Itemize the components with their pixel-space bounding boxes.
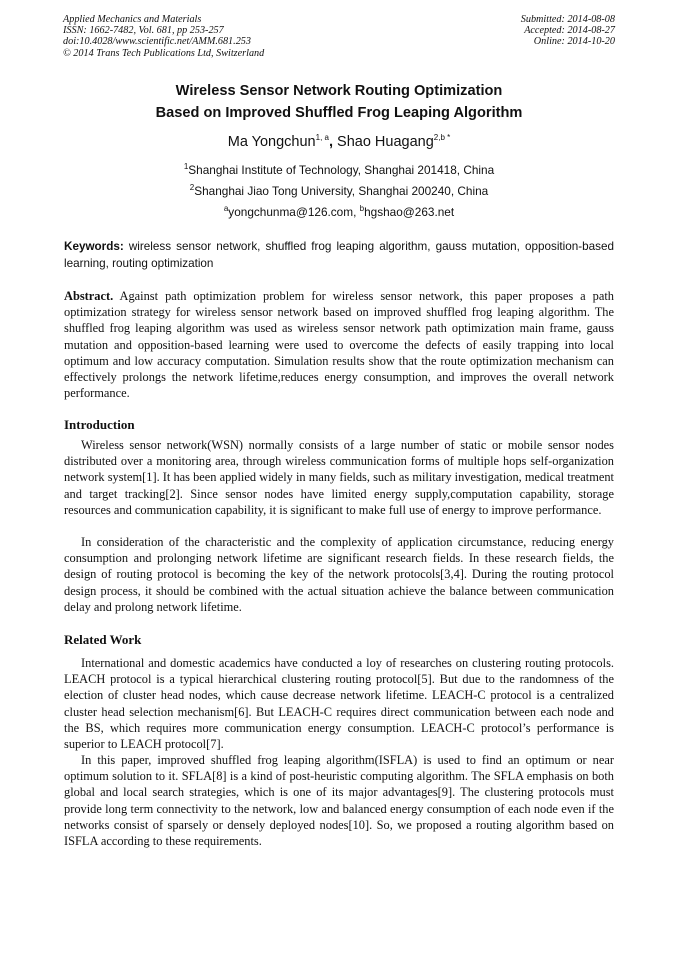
email-b-sup: b [359,204,365,214]
abstract-label: Abstract. [64,289,114,303]
author-1-name: Ma Yongchun [227,134,316,150]
affiliation-1 [0,163,678,177]
author-2-name: Shao Huagang [337,134,434,150]
author-separator: , [328,134,333,150]
paper-title [0,80,678,124]
keywords-label: Keywords: [64,240,124,253]
submitted-date: Submitted: 2014-08-08 [520,14,615,25]
introduction-paragraph-1: Wireless sensor network(WSN) normally consists of a large number of static or mobile sensor nodes distributed over a monitoring area, through wireless communication forms of multiple hops self-organization network system[1]. It has been applied widely in many fields, such as military investigation, medical treatment and target tracking[2]. Since sensor nodes have limited energy supply,computation capability, storage resources and communication capability, it is significant to make full use of energy to improve performance. [64,438,614,517]
author-2-sup: 2,b * [433,133,451,143]
author-1-sup: 1, a [315,133,329,143]
related-work-heading: Related Work [64,632,142,647]
affiliation-2 [0,184,678,198]
copyright-line: © 2014 Trans Tech Publications Ltd, Switzerland [63,47,265,59]
journal-header-right [521,14,615,48]
related-work-paragraph-1: International and domestic academics have conducted a loy of researches on clustering routing protocols. LEACH protocol is a typical hierarchical clustering routing protocol[5]. But due to the randomness of the election of cluster head nodes, which cause decrease network lifetime. LEACH-C protocol is a centralized cluster head selection mechanism[6]. But LEACH-C requires direct communication between each node and the BS, which requires more communication energy consumption. LEACH-C protocol’s performance is superior to LEACH protocol[7]. [64,656,614,752]
email-a-sup: a [223,204,229,214]
keywords-text: wireless sensor network, shuffled frog leaping algorithm, gauss mutation, opposition-based learning, routing optimization [64,240,614,270]
doi-line[interactable]: doi:10.4028/www.scientific.net/AMM.681.253 [63,36,251,48]
journal-header-left [63,14,264,59]
affiliation-2-text: Shanghai Jiao Tong University, Shanghai 200240, China [194,184,489,198]
abstract-text: Against path optimization problem for wireless sensor network, this paper proposes a path optimization strategy for wireless sensor network based on improved shuffled frog leaping algorithm. The shuffled frog leaping algorithm was used as wireless sensor network path optimization main frame, gauss mutation and opposition-based learning were used to overcome the defects of easily trapping into local optimum and low accuracy computation. Simulation results show that the route optimization mechanism can effectively prolongs the network lifetime,reduces energy consumption, and improves the overall network performance. [64,289,614,401]
related-work-paragraph-2: In this paper, improved shuffled frog leaping algorithm(ISFLA) is used to find an optimum or near optimum solution to it. SFLA[8] is a kind of post-heuristic computing algorithm. The SFLA emphasis on both global and local search strategies, which is one of its major advantages[9]. The clustering protocols must provide long term connectivity to the network, low and balanced energy consumption of each node even if the networks consist of sparsely or densely deployed nodes[10]. So, we proposed a routing algorithm based on ISFLA according to these requirements. [64,753,614,849]
abstract-block [64,288,614,401]
online-date: Online: 2014-10-20 [533,36,615,48]
journal-name: Applied Mechanics and Materials [63,14,202,25]
keywords-block [64,239,614,272]
email-line [0,205,678,219]
introduction-heading: Introduction [64,417,135,432]
affiliation-1-text: Shanghai Institute of Technology, Shanghai 201418, China [188,163,495,177]
email-b[interactable]: hgshao@263.net [364,205,455,219]
accepted-date: Accepted: 2014-08-27 [524,25,615,37]
title-line-2: Based on Improved Shuffled Frog Leaping Algorithm [155,105,523,121]
introduction-paragraph-2: In consideration of the characteristic and the complexity of application circumstance, reducing energy consumption and prolonging network lifetime are significant research fields. In these research fields, the design of routing protocol is becoming the key of the network protocols[3,4]. During the routing protocol design process, it should be combined with the actual situation achieve the balance between communication delay and prolong network lifetime. [64,535,614,614]
affiliation-1-sup: 1 [183,162,189,172]
issn-line: ISSN: 1662-7482, Vol. 681, pp 253-257 [63,25,224,37]
author-list [0,133,678,151]
title-line-1: Wireless Sensor Network Routing Optimization [175,83,503,99]
email-a[interactable]: yongchunma@126.com, [228,205,357,219]
affiliation-2-sup: 2 [189,183,195,193]
